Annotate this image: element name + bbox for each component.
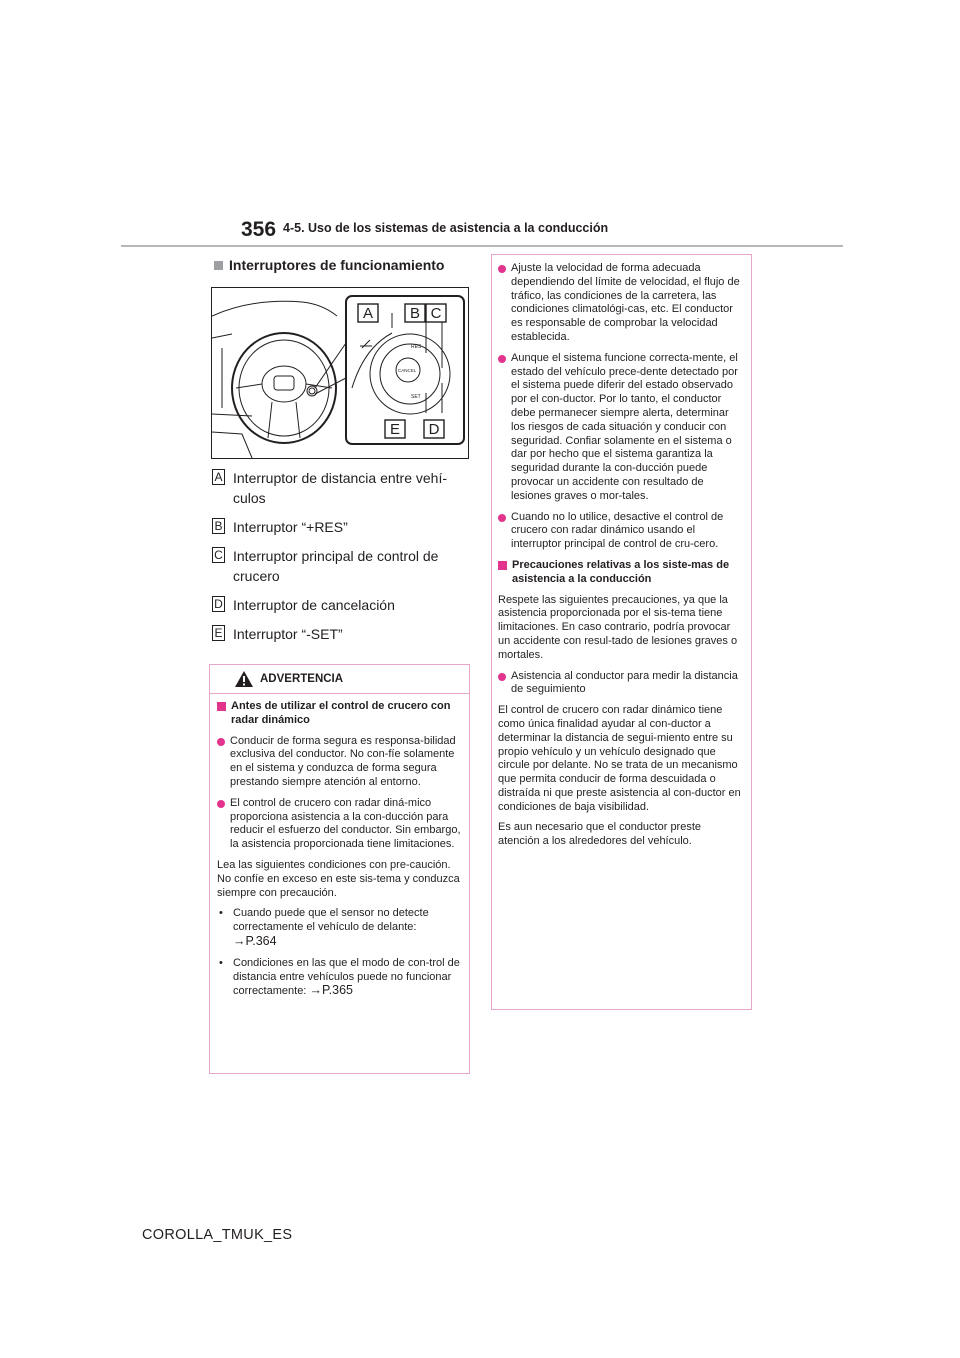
legend-item-a — [212, 468, 472, 508]
page-reference-link[interactable]: →P.365 — [309, 983, 353, 998]
warning-paragraph: Lea las siguientes condiciones con pre-caución. No confíe en exceso en este sis-tema y conduzca siempre con precaución. — [217, 858, 460, 899]
section-title: Interruptores de funcionamiento — [229, 257, 445, 273]
right-paragraph: Respete las siguientes precauciones, ya que la asistencia proporcionada por el sis-tema tiene limitaciones. En caso contrario, podría provocar un accidente con resul-tado de lesiones graves o mortales. — [498, 593, 738, 661]
header-rule — [121, 245, 843, 247]
legend-text-d: Interruptor de cancelación — [233, 597, 395, 613]
warning-bullet: Conducir de forma segura es responsa-bilidad exclusiva del conductor. No con-fíe solamente en el sistema y conduzca de forma segura prestando siempre atención al entorno. — [217, 735, 461, 790]
right-paragraph: Es aun necesario que el conductor preste atención a los alrededores del vehículo. — [498, 821, 702, 848]
legend-item-d — [212, 595, 472, 615]
footer-doc-code: COROLLA_TMUK_ES — [142, 1227, 293, 1243]
chapter-title: 4-5. Uso de los sistemas de asistencia a la conducción — [283, 221, 609, 235]
legend-item-c — [212, 546, 472, 586]
warning-triangle-icon — [234, 670, 254, 688]
legend-text-e: Interruptor “-SET” — [233, 626, 343, 642]
cancel-button-label: CANCEL — [398, 368, 417, 373]
illustration-drawing — [212, 288, 468, 458]
callout-e: E — [389, 421, 401, 438]
page-reference-link[interactable]: →P.364 — [233, 933, 277, 948]
callout-b: B — [409, 305, 421, 322]
right-subheading: Precauciones relativas a los siste-mas de asistencia a la conducción — [498, 559, 742, 587]
dot-bullet-icon — [498, 673, 506, 681]
legend-key-e: E — [212, 625, 225, 641]
legend-text-c: Interruptor principal de control de crucero — [233, 548, 439, 584]
right-paragraph: El control de crucero con radar dinámico tiene como única finalidad ayudar al con-ductor a determinar la distancia de segui-miento entre su propio vehículo y un vehículo designado que circule por delante. No se trata de un mecanismo que permita conducir de forma descuidada o distraída ni que preste asistencia al con-ductor en condiciones de baja visibilidad. — [498, 704, 741, 813]
square-bullet-icon — [214, 261, 223, 270]
right-info-box — [491, 254, 752, 1010]
right-bullet: Ajuste la velocidad de forma adecuada dependiendo del límite de velocidad, el flujo de tráfico, las condiciones de la carretera, las condiciones climatológi-cas, etc. El conductor es responsable de comprobar la velocidad establecida. — [498, 262, 742, 345]
dot-bullet-icon — [217, 738, 225, 746]
warning-header — [210, 665, 469, 694]
warning-title: ADVERTENCIA — [260, 673, 344, 685]
warning-bullet: El control de crucero con radar diná-mico proporciona asistencia a la con-ducción para reducir el esfuerzo del conductor. Sin embargo, la asistencia proporcionada tiene limitaciones. — [217, 797, 461, 852]
square-bullet-icon — [498, 561, 507, 570]
legend-key-b: B — [212, 518, 225, 534]
right-box-body — [492, 255, 751, 849]
set-button-label: SET — [411, 394, 421, 400]
warning-body — [210, 694, 469, 999]
dot-bullet-icon — [498, 355, 506, 363]
section-heading — [214, 257, 444, 273]
legend-key-d: D — [212, 596, 225, 612]
legend-key-a: A — [212, 469, 225, 485]
dot-bullet-icon — [498, 514, 506, 522]
right-bullet: Asistencia al conductor para medir la distancia de seguimiento — [498, 670, 742, 698]
legend-item-b — [212, 517, 472, 537]
legend-item-e — [212, 624, 472, 644]
warning-list-item: • Cuando puede que el sensor no detecte correctamente el vehículo de delante: →P.364 — [219, 907, 429, 948]
right-bullet: Cuando no lo utilice, desactive el control de crucero con radar dinámico usando el interruptor principal de control de cru-cero. — [498, 511, 742, 552]
callout-a: A — [362, 305, 374, 322]
steering-switch-illustration — [211, 287, 469, 459]
warning-subheading: Antes de utilizar el control de crucero con radar dinámico — [217, 700, 461, 728]
warning-list-item: • Condiciones en las que el modo de con-trol de distancia entre vehículos puede no funcionar correctamente: →P.365 — [219, 956, 460, 998]
warning-box — [209, 664, 470, 1074]
legend-text-b: Interruptor “+RES” — [233, 519, 348, 535]
dot-bullet-icon — [498, 265, 506, 273]
callout-c: C — [430, 305, 442, 322]
square-bullet-icon — [217, 702, 226, 711]
res-button-label: RES — [411, 344, 422, 350]
page-number: 356 — [241, 218, 277, 241]
dot-bullet-icon — [217, 800, 225, 808]
right-bullet: Aunque el sistema funcione correcta-mente, el estado del vehículo prece-dente detectado por el sistema puede diferir del estado observado por el con-ductor. Por lo tanto, el conductor debe permanecer siempre alerta, determinar los riesgos de cada situación y conducir con seguridad. Confiar solamente en el sistema o dar por hecho que el sistema garantiza la seguridad durante la con-ducción puede provocar un accidente con resultado de lesiones graves o mor-tales. — [498, 352, 742, 504]
callout-d: D — [428, 421, 440, 438]
callout-legend — [212, 468, 472, 653]
legend-key-c: C — [212, 547, 225, 563]
legend-text-a: Interruptor de distancia entre vehí-culos — [233, 470, 448, 506]
